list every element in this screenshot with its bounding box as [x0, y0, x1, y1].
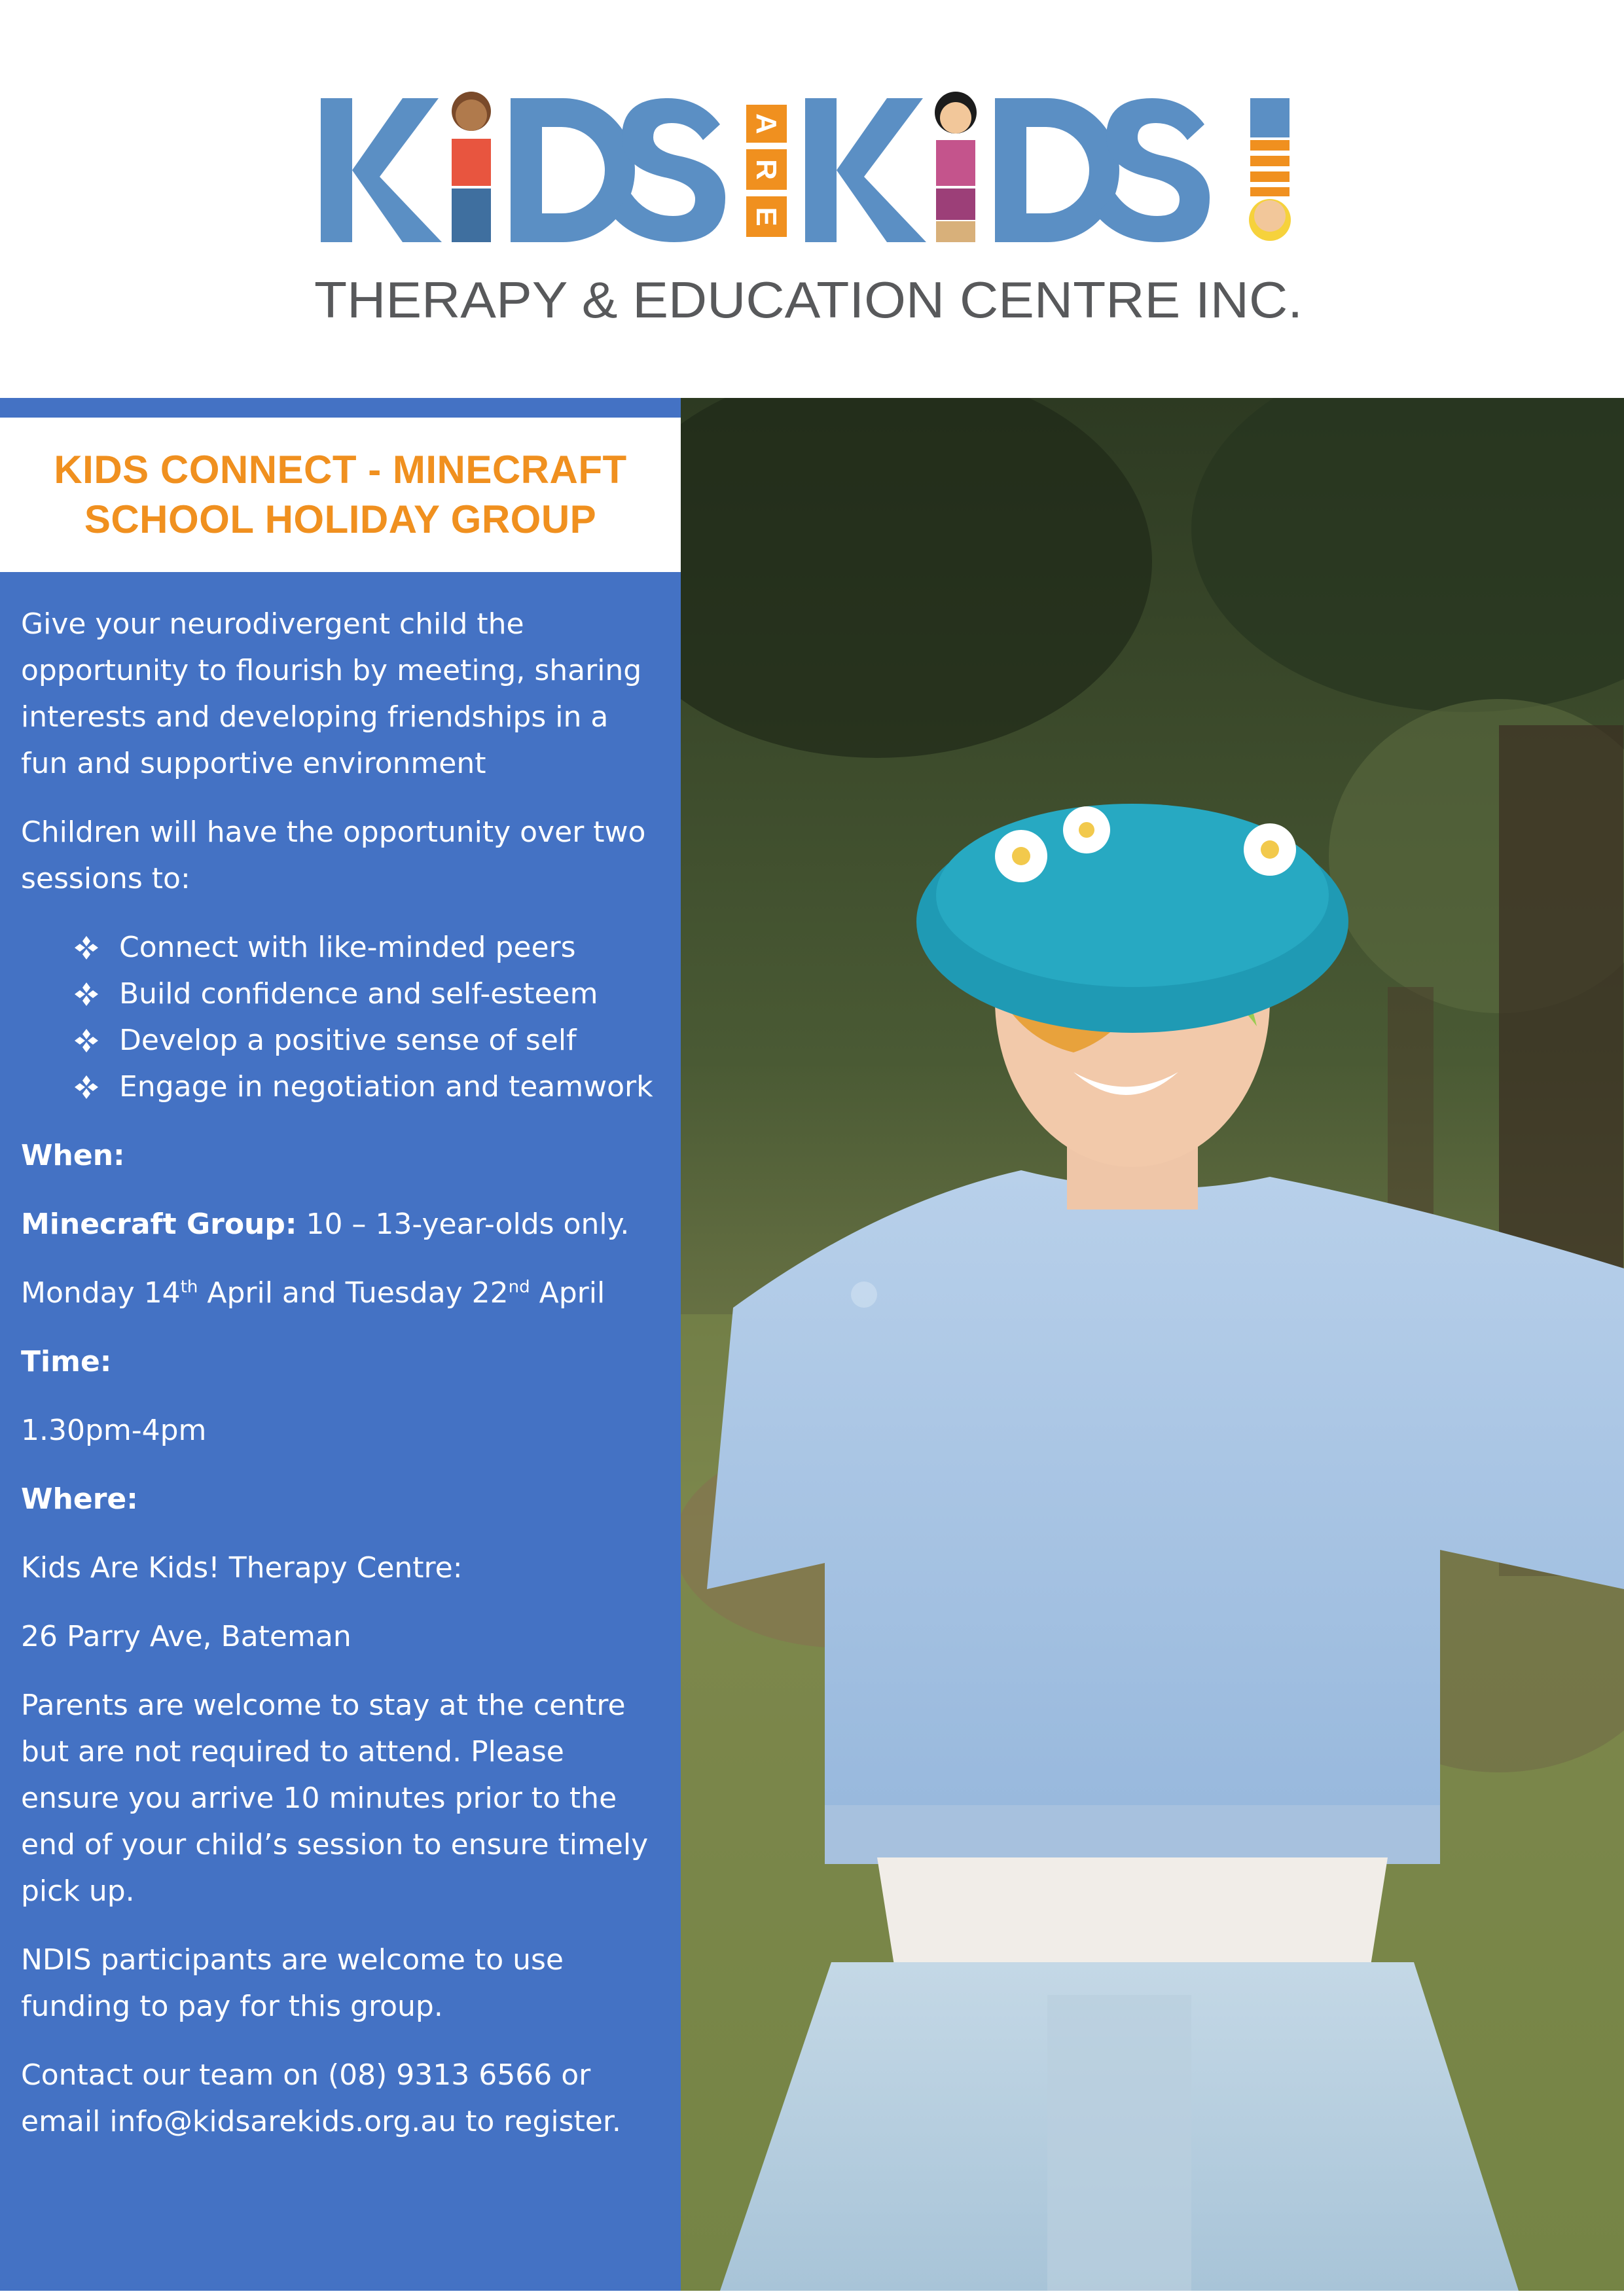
where-label: Where:: [21, 1482, 138, 1516]
diamond-bullet-icon: [73, 1074, 119, 1100]
svg-text:E: E: [750, 207, 782, 226]
contact-info: Contact our team on (08) 9313 6566 or email info@kidsarekids.org.au to register.: [21, 2058, 621, 2138]
diamond-bullet-icon: [73, 981, 119, 1007]
date-1-suffix: th: [180, 1277, 198, 1297]
hero-photo: [681, 398, 1624, 2291]
group-line: [21, 1201, 661, 1247]
time-label: Time:: [21, 1345, 112, 1378]
ndis-note: NDIS participants are welcome to use funding to pay for this group.: [21, 1943, 564, 2023]
child-photo-illustration: [681, 398, 1624, 2291]
date-month: April: [530, 1276, 605, 1310]
panel-top-bar: [0, 398, 681, 418]
group-label: Minecraft Group:: [21, 1208, 297, 1241]
svg-text:R: R: [750, 159, 782, 180]
logo-tagline: THERAPY & EDUCATION CENTRE INC.: [314, 271, 1303, 329]
info-panel: [0, 572, 681, 2291]
header: [0, 0, 1624, 398]
time-value: 1.30pm-4pm: [21, 1414, 207, 1447]
group-ages: 10 – 13-year-olds only.: [297, 1208, 630, 1241]
list-item: [73, 924, 661, 971]
date-1-text: Monday 14: [21, 1276, 181, 1310]
list-item: [73, 1017, 661, 1064]
date-2-text: April and Tuesday 22: [198, 1276, 509, 1310]
diamond-bullet-icon: [73, 1028, 119, 1054]
venue-name: Kids Are Kids! Therapy Centre:: [21, 1551, 463, 1585]
bullet-text: Connect with like-minded peers: [119, 931, 576, 964]
title-line-1: KIDS CONNECT - MINECRAFT: [54, 448, 627, 492]
bullet-text: Develop a positive sense of self: [119, 1024, 577, 1057]
svg-text:A: A: [750, 113, 782, 134]
when-label: When:: [21, 1139, 125, 1172]
date-2-suffix: nd: [508, 1277, 530, 1297]
kids-are-kids-logo: [314, 85, 1309, 334]
title-line-2: SCHOOL HOLIDAY GROUP: [84, 497, 597, 541]
sessions-intro: Children will have the opportunity over two sessions to:: [21, 816, 646, 895]
bullet-text: Engage in negotiation and teamwork: [119, 1070, 653, 1103]
bottom-strip: [0, 2291, 1624, 2296]
bullet-text: Build confidence and self-esteem: [119, 977, 598, 1011]
title-box: [0, 418, 681, 572]
dates-line: [21, 1270, 661, 1316]
page-title: [54, 445, 626, 545]
list-item: [73, 1064, 661, 1110]
intro-text: Give your neurodivergent child the opportunity to flourish by meeting, sharing interests and developing friendships in a fun and supportive environment: [21, 607, 642, 780]
venue-address: 26 Parry Ave, Bateman: [21, 1620, 352, 1653]
parents-note: Parents are welcome to stay at the centre but are not required to attend. Please ensure you arrive 10 minutes prior to the end of your child’s session to ensure timely pick up.: [21, 1689, 649, 1908]
list-item: [73, 971, 661, 1017]
benefits-list: [21, 924, 661, 1110]
diamond-bullet-icon: [73, 935, 119, 961]
